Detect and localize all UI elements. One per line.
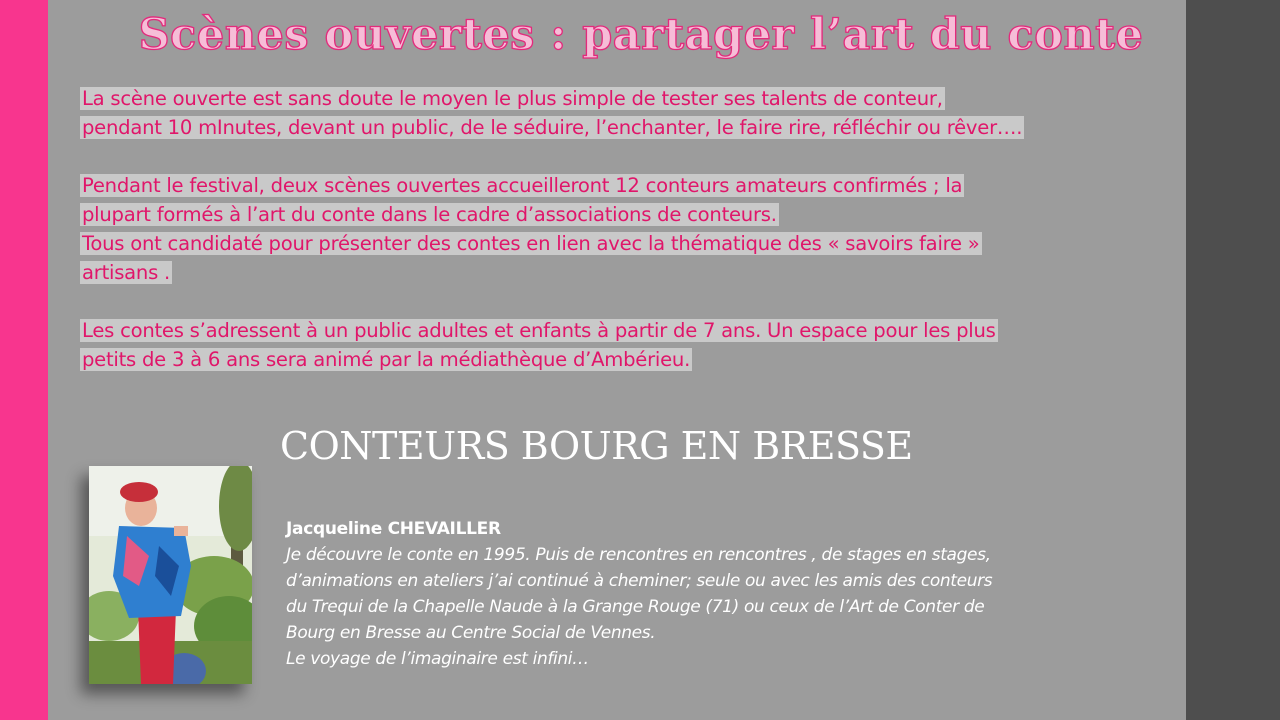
- intro-paragraph-1: [80, 84, 1170, 142]
- bio-line: Je découvre le conte en 1995. Puis de rencontres en rencontres , de stages en stages,: [286, 545, 991, 565]
- storyteller-bio: [286, 516, 1176, 672]
- intro-line: petits de 3 à 6 ans sera animé par la médiathèque d’Ambérieu.: [82, 348, 691, 371]
- bio-line: du Trequi de la Chapelle Naude à la Grange Rouge (71) ou ceux de l’Art de Conter de: [286, 597, 985, 617]
- intro-line: artisans .: [82, 261, 170, 284]
- intro-line: Pendant le festival, deux scènes ouvertes accueilleront 12 conteurs amateurs confirmés ; la: [82, 174, 963, 197]
- right-dark-bar: [1186, 0, 1280, 720]
- intro-line: Les contes s’adressent à un public adultes et enfants à partir de 7 ans. Un espace pour les plus: [82, 319, 996, 342]
- slide-title: Scènes ouvertes : partager l’art du conte: [138, 10, 1144, 60]
- left-accent-bar: [0, 0, 48, 720]
- intro-line: Tous ont candidaté pour présenter des contes en lien avec la thématique des « savoirs faire »: [82, 232, 980, 255]
- storyteller-name: Jacqueline CHEVAILLER: [286, 519, 501, 539]
- storyteller-description: [286, 542, 1176, 672]
- intro-paragraph-3: [80, 316, 1170, 374]
- intro-line: plupart formés à l’art du conte dans le cadre d’associations de conteurs.: [82, 203, 777, 226]
- storyteller-photo-icon: [89, 466, 252, 684]
- intro-text: [80, 84, 1170, 403]
- intro-paragraph-2: [80, 171, 1170, 287]
- bio-line: Bourg en Bresse au Centre Social de Vennes.: [286, 623, 656, 643]
- bio-line: d’animations en ateliers j’ai continué à cheminer; seule ou avec les amis des conteurs: [286, 571, 993, 591]
- storyteller-photo: [89, 466, 252, 684]
- intro-line: La scène ouverte est sans doute le moyen le plus simple de tester ses talents de conteur,: [82, 87, 943, 110]
- bio-line: Le voyage de l’imaginaire est infini…: [286, 649, 589, 669]
- section-title: CONTEURS BOURG EN BRESSE: [280, 424, 913, 468]
- intro-line: pendant 10 mInutes, devant un public, de le séduire, l’enchanter, le faire rire, réfléchir ou rêver….: [82, 116, 1023, 139]
